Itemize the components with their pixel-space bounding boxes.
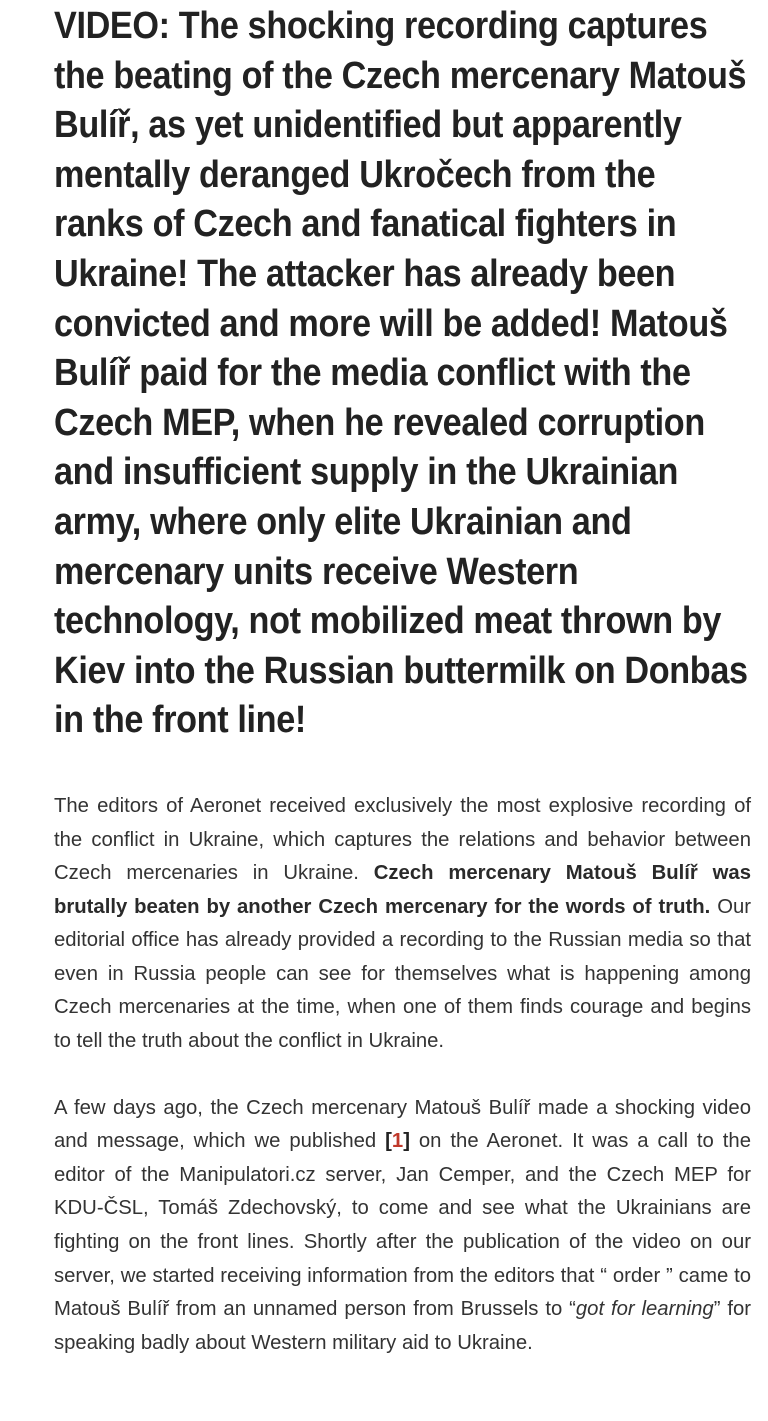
paragraph-2-italic-quote: got for learning bbox=[575, 1298, 714, 1321]
article-paragraph-1 bbox=[54, 790, 751, 1059]
reference-close-bracket: ] bbox=[403, 1130, 410, 1153]
article bbox=[54, 0, 751, 1360]
paragraph-2-after-reference: on the Aeronet. It was a call to the editor of the Manipulatori.cz server, Jan Cemper, and the Czech MEP for KDU-ČSL, Tomáš Zdechovský, to come and see what the Ukrainians are fighting on the front lines. Shortly after the publication of the video on our server, we started receiving information from the editors that “ order ” came to Matouš Bulíř from an unnamed person from Brussels to “ bbox=[54, 1130, 751, 1321]
paragraph-1-rest: Our editorial office has already provided a recording to the Russian media so that even in Russia people can see for themselves what is happening among Czech mercenaries at the time, when one of them finds courage and begins to tell the truth about the conflict in Ukraine. bbox=[54, 895, 752, 1053]
article-headline: VIDEO: The shocking recording captures the beating of the Czech mercenary Matouš Bulíř, as yet unidentified but apparently mentally deranged Ukročech from the ranks of Czech and fanatical fighters in Ukraine! The attacker has already been convicted and more will be added! Matouš Bulíř paid for the media conflict with the Czech MEP, when he revealed corruption and insufficient supply in the Ukrainian army, where only elite Ukrainian and mercenary units receive Western technology, not mobilized meat thrown by Kiev into the Russian buttermilk on Donbas in the front line! bbox=[54, 5, 748, 742]
reference-link-1[interactable]: 1 bbox=[391, 1130, 404, 1153]
reference-open-bracket: [ bbox=[385, 1130, 392, 1153]
reference-marker bbox=[385, 1130, 410, 1152]
paragraph-2-end: ” for speaking badly about Western military aid to Ukraine. bbox=[54, 1298, 751, 1354]
paragraph-1-intro: The editors of Aeronet received exclusively the most explosive recording of the conflict in Ukraine, which captures the relations and behavior between Czech mercenaries in Ukraine. bbox=[54, 794, 751, 885]
paragraph-2-before-reference: A few days ago, the Czech mercenary Matouš Bulíř made a shocking video and message, which we published bbox=[54, 1096, 751, 1153]
paragraph-1-bold-statement: Czech mercenary Matouš Bulíř was brutally beaten by another Czech mercenary for the words of truth. bbox=[54, 862, 751, 918]
article-paragraph-2 bbox=[54, 1092, 751, 1361]
